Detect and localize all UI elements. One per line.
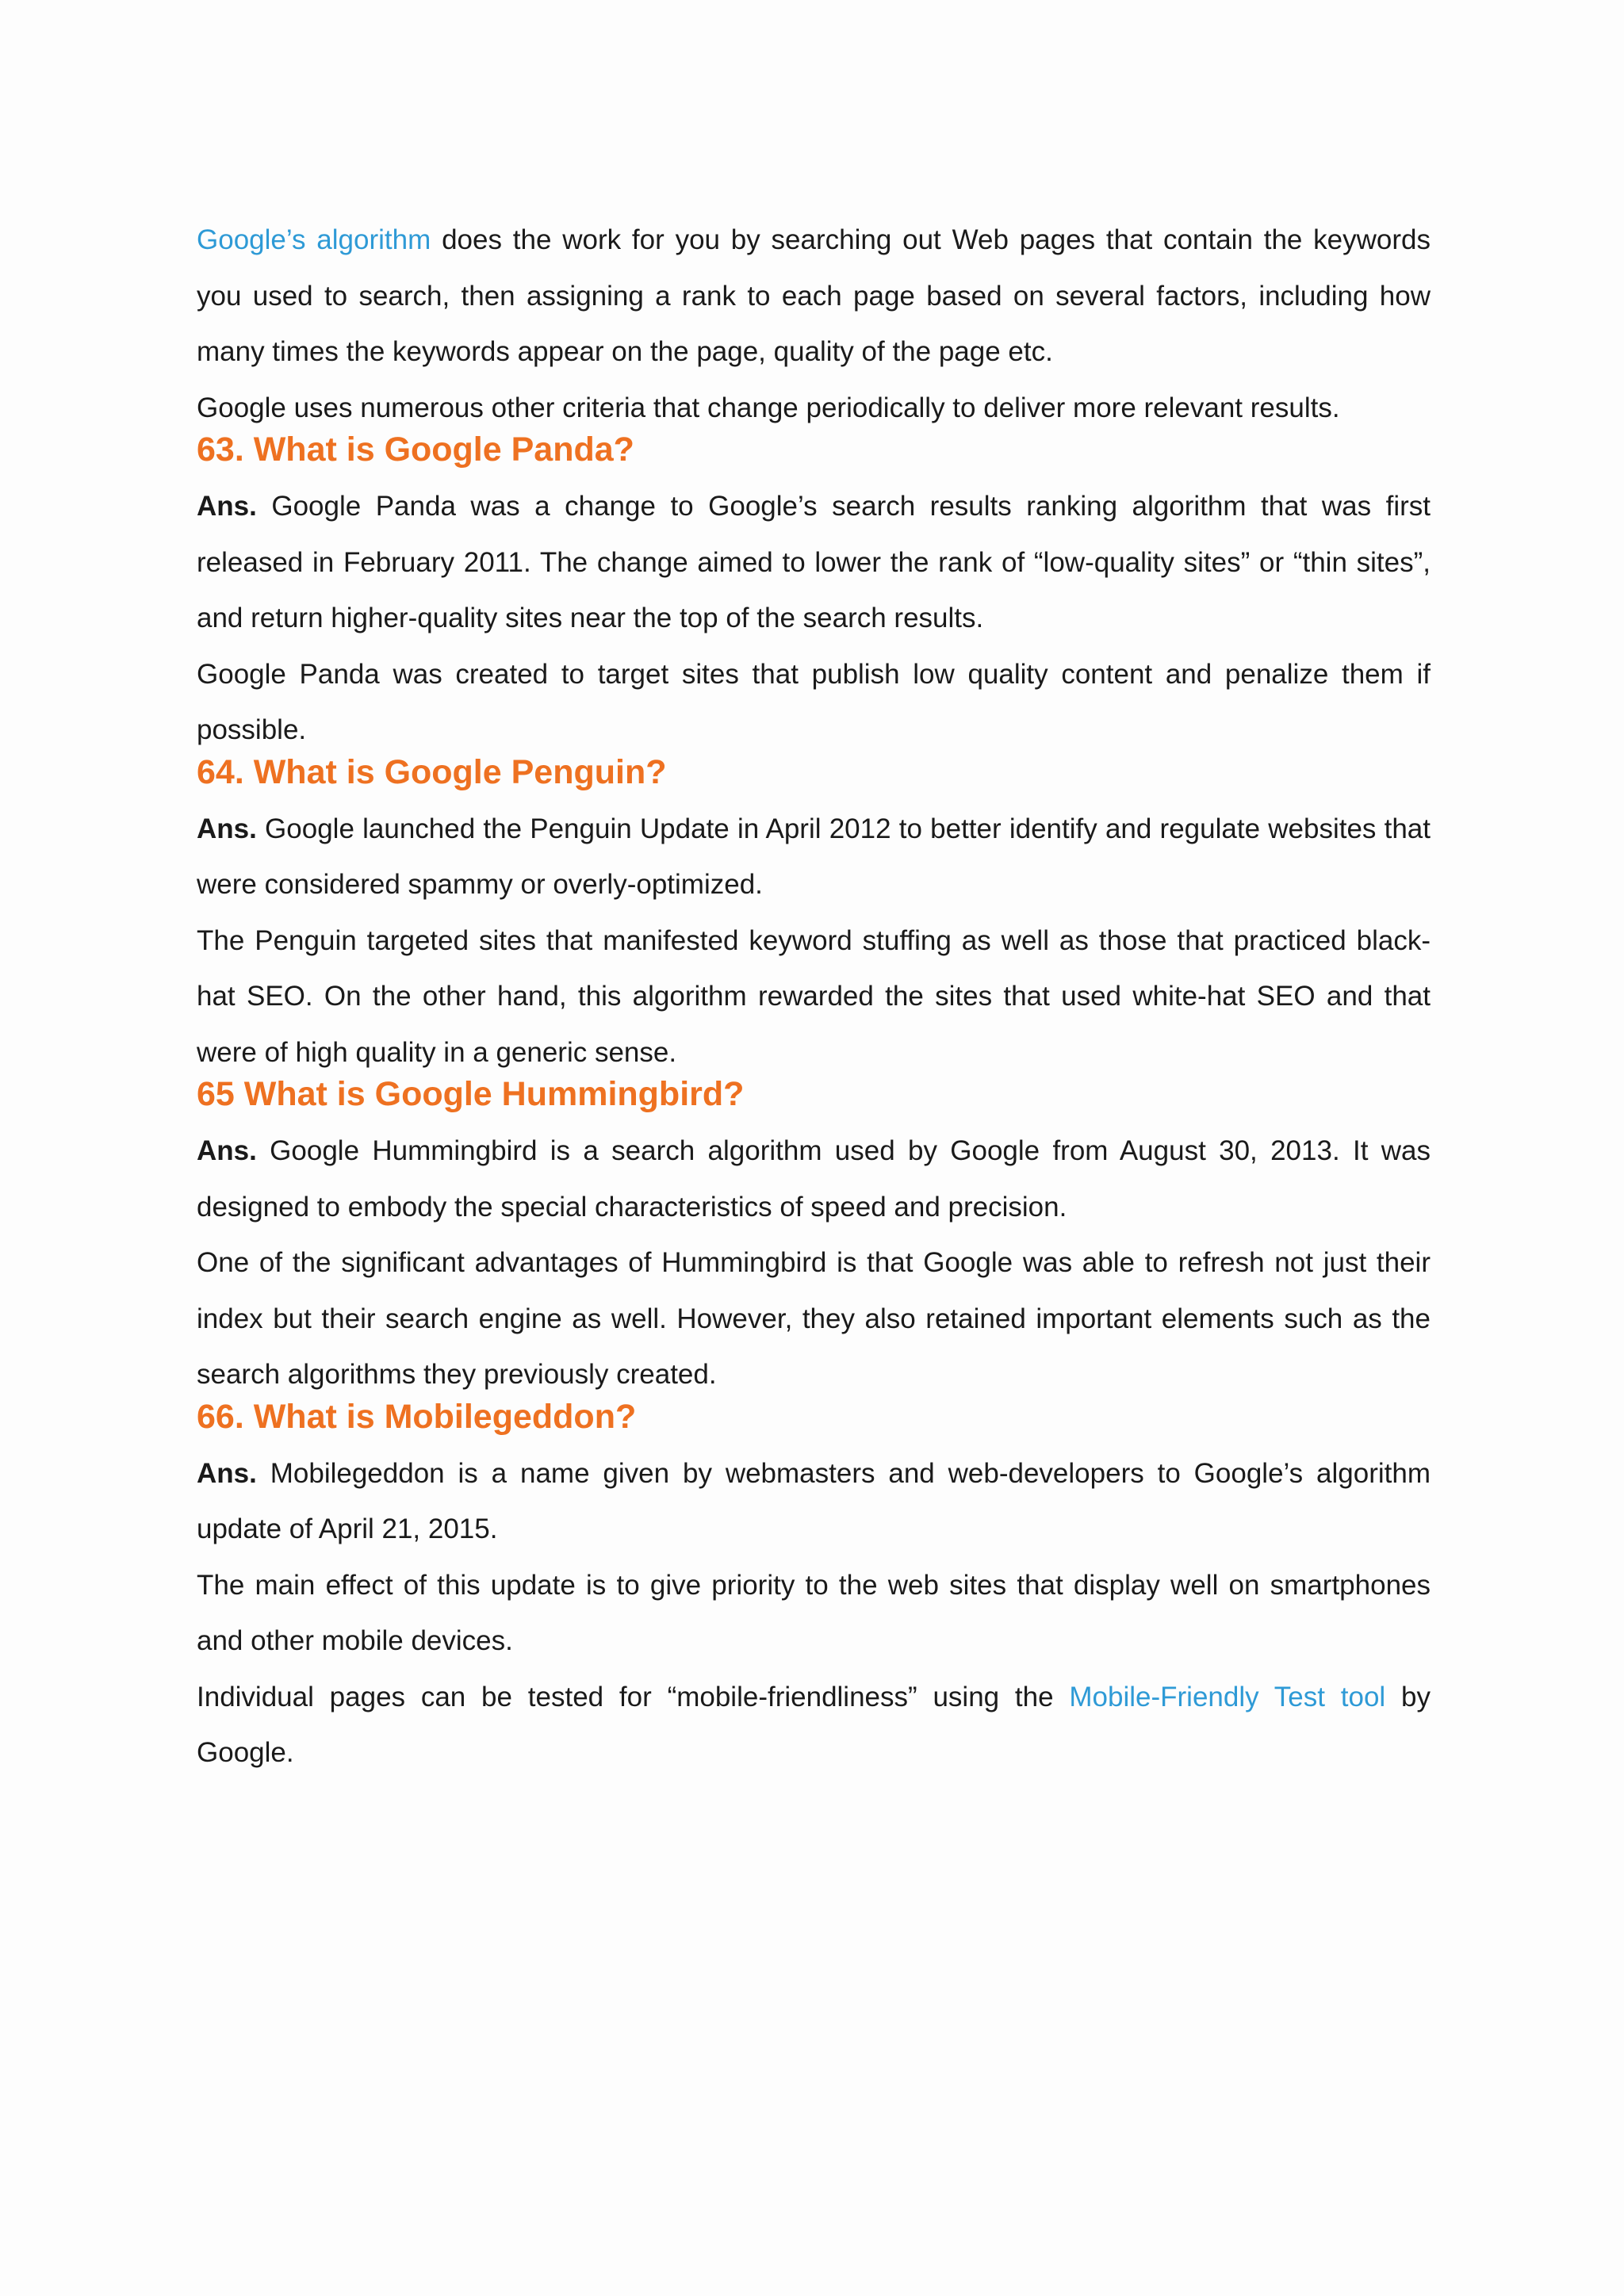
ans-label: Ans.	[197, 813, 257, 844]
heading-q65: 65 What is Google Hummingbird?	[197, 1075, 745, 1113]
answer-q65	[197, 1123, 1431, 1235]
heading-q66: 66. What is Mobilegeddon?	[197, 1397, 637, 1436]
answer-q66-text: Mobilegeddon is a name given by webmasters and web-developers to Google’s algorithm update of April 21, 2015.	[197, 1457, 1431, 1544]
ans-label: Ans.	[197, 491, 257, 522]
answer-q63-paragraph-2: Google Panda was created to target sites that publish low quality content and penalize them if possible.	[197, 658, 1431, 745]
googles-algorithm-link[interactable]: Google’s algorithm	[197, 224, 431, 255]
heading-q63: 63. What is Google Panda?	[197, 430, 634, 469]
document-page	[197, 212, 1431, 1781]
answer-q64-paragraph-2: The Penguin targeted sites that manifested keyword stuffing as well as those that practiced black-hat SEO. On the other hand, this algorithm rewarded the sites that used white-hat SEO and that were of high quality in a generic sense.	[197, 924, 1431, 1068]
answer-q64	[197, 802, 1431, 913]
answer-q64-text: Google launched the Penguin Update in April 2012 to better identify and regulate websites that were considered spammy or overly-optimized.	[197, 813, 1431, 900]
answer-q65-text: Google Hummingbird is a search algorithm used by Google from August 30, 2013. It was designed to embody the special characteristics of speed and precision.	[197, 1135, 1431, 1223]
mobile-friendly-test-tool-link[interactable]: Mobile-Friendly Test tool	[1069, 1681, 1386, 1712]
ans-label: Ans.	[197, 1457, 257, 1489]
answer-q63-text: Google Panda was a change to Google’s search results ranking algorithm that was first released in February 2011. The change aimed to lower the rank of “low-quality sites” or “thin sites”, and return higher-quality sites near the top of the search results.	[197, 491, 1431, 633]
ans-label: Ans.	[197, 1135, 257, 1166]
answer-q65-paragraph-2: One of the significant advantages of Hummingbird is that Google was able to refresh not just their index but their search engine as well. However, they also retained important elements such as the search algorithms they previously created.	[197, 1247, 1431, 1390]
answer-q66	[197, 1446, 1431, 1558]
heading-q64: 64. What is Google Penguin?	[197, 752, 667, 791]
answer-q66-paragraph-3	[197, 1670, 1431, 1781]
paragraph-3-text-after: by Google.	[197, 1681, 1431, 1768]
answer-q63	[197, 479, 1431, 647]
paragraph-3-text-before: Individual pages can be tested for “mobile-friendliness” using the	[197, 1681, 1070, 1712]
answer-q66-paragraph-2: The main effect of this update is to give priority to the web sites that display well on smartphones and other mobile devices.	[197, 1569, 1431, 1656]
intro-paragraph-2: Google uses numerous other criteria that change periodically to deliver more relevant results.	[197, 392, 1340, 423]
intro-paragraph	[197, 212, 1431, 381]
intro-text: does the work for you by searching out Web pages that contain the keywords you used to search, then assigning a rank to each page based on several factors, including how many times the keywords appear on the page, quality of the page etc.	[197, 224, 1431, 367]
